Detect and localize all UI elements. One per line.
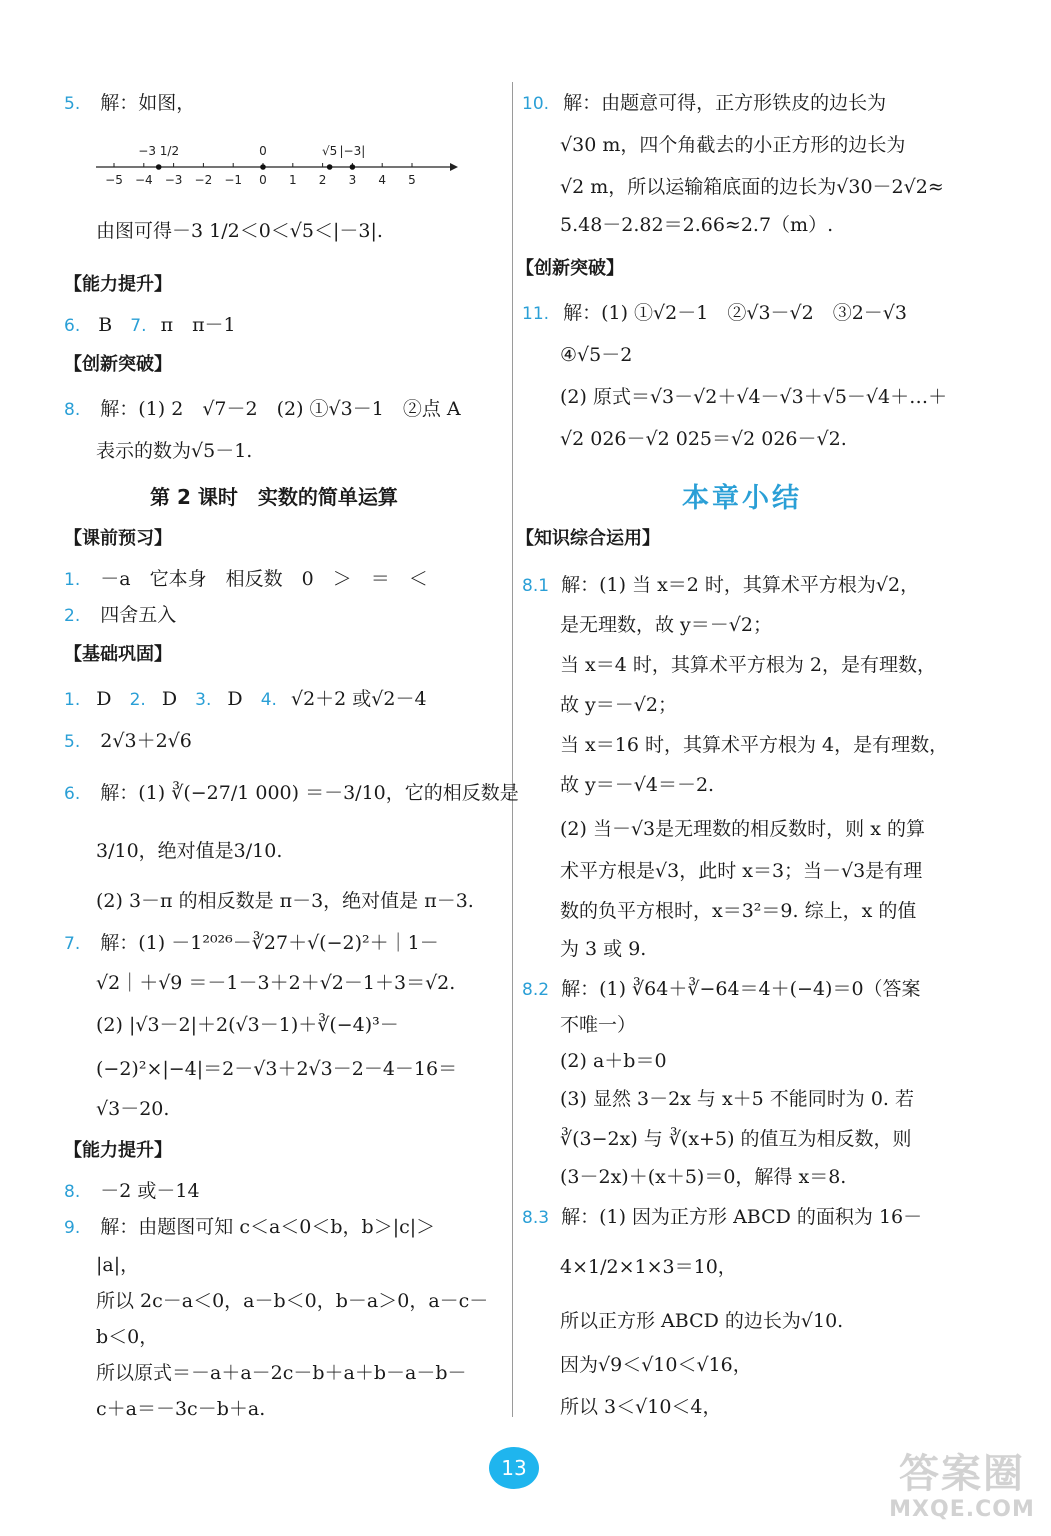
question-8-1-line6: 故 y＝－√4＝－2.	[560, 774, 715, 796]
question-number: 8.3	[522, 1208, 550, 1228]
answer-text: π π－1	[160, 314, 236, 336]
question-text: 解：(1) －1²⁰²⁶－∛27＋√(−2)²＋｜1－	[100, 932, 439, 954]
preview-2	[64, 602, 176, 629]
question-5-conclusion: 由图可得－3 1/2＜0＜√5＜|－3|.	[96, 220, 383, 242]
answer-text: B	[98, 314, 113, 336]
basics-7-line4: (−2)²×|−4|＝2－√3＋2√3－2－4－16＝	[96, 1058, 458, 1080]
question-8-1	[522, 572, 919, 599]
point-marker	[260, 164, 266, 170]
point-label: −3 1/2	[138, 144, 180, 158]
question-8-2-line3: (2) a＋b＝0	[560, 1050, 667, 1072]
question-8-1-line2: 是无理数，故 y＝－√2；	[560, 614, 772, 636]
question-text: 解：由题图可知 c＜a＜0＜b，b＞|c|＞	[100, 1216, 436, 1238]
question-8-1-line9: 数的负平方根时，x＝3²＝9. 综上，x 的值	[560, 900, 917, 922]
watermark-logo	[887, 1451, 1037, 1522]
question-10-line4: 5.48－2.82＝2.66≈2.7（m）.	[560, 214, 834, 236]
section-heading-basics: 【基础巩固】	[64, 644, 172, 665]
basics-7	[64, 930, 439, 957]
page-number: 13	[489, 1447, 539, 1489]
number-line	[92, 130, 462, 198]
basics-6-line3: (2) 3－π 的相反数是 π－3，绝对值是 π－3.	[96, 890, 474, 912]
question-8-1-line10: 为 3 或 9.	[560, 938, 647, 960]
preview-1	[64, 566, 428, 593]
question-text: 解：如图，	[100, 92, 196, 114]
answers-6-7	[64, 312, 236, 339]
number-line-arrow	[450, 163, 458, 171]
question-text: 解：(1) ①√2－1 ②√3－√2 ③2－√3	[563, 302, 908, 324]
question-8-3-line2: 4×1/2×1×3＝10，	[560, 1256, 737, 1278]
lesson-title: 第 2 课时 实数的简单运算	[150, 485, 398, 509]
question-number: 1.	[64, 690, 81, 710]
question-text: 解：(1) 当 x＝2 时，其算术平方根为√2，	[561, 574, 920, 596]
tick-label: 2	[318, 173, 327, 187]
ability-9-line5: 所以原式＝－a＋a－2c－b＋a＋b－a－b－	[96, 1362, 467, 1384]
watermark-url: MXQE.COM	[889, 1497, 1035, 1522]
ability-9	[64, 1214, 435, 1241]
question-8-1-line7: (2) 当－√3是无理数的相反数时，则 x 的算	[560, 818, 925, 840]
question-number: 6.	[64, 316, 81, 336]
basics-6-line2: 3/10，绝对值是3/10.	[96, 840, 283, 862]
tick-label: 0	[259, 173, 267, 187]
point-label: |−3|	[339, 144, 366, 158]
question-number: 11.	[522, 304, 550, 324]
question-number: 7.	[64, 934, 81, 954]
point-marker	[156, 164, 162, 170]
question-8-2-line6: (3－2x)＋(x＋5)＝0，解得 x＝8.	[560, 1166, 847, 1188]
question-11-line4: √2 026－√2 025＝√2 026－√2.	[560, 428, 847, 450]
tick-label: 3	[348, 173, 357, 187]
tick-label: 5	[408, 173, 416, 187]
question-number: 3.	[195, 690, 212, 710]
tick-label: −1	[224, 173, 243, 187]
chapter-summary-title: 本章小结	[682, 483, 802, 514]
question-text: 解：由题意可得，正方形铁皮的边长为	[563, 92, 887, 114]
question-number: 5.	[64, 94, 81, 114]
question-10-line3: √2 m，所以运输箱底面的边长为√30－2√2≈	[560, 176, 944, 198]
question-number: 2.	[64, 606, 81, 626]
question-8-3-line5: 所以 3＜√10＜4，	[560, 1396, 722, 1418]
watermark-text: 答案圈	[899, 1451, 1025, 1497]
section-heading-innovation-right: 【创新突破】	[516, 258, 624, 279]
question-number: 9.	[64, 1218, 81, 1238]
answer-text: －2 或－14	[100, 1180, 200, 1202]
section-heading-innovation: 【创新突破】	[64, 354, 172, 375]
question-number: 6.	[64, 784, 81, 804]
answer-text: D	[227, 688, 243, 710]
point-marker	[327, 164, 333, 170]
question-text: 解：(1) ∛(−27/1 000) ＝－3/10，它的相反数是	[100, 782, 519, 804]
question-8-3-line3: 所以正方形 ABCD 的边长为√10.	[560, 1310, 844, 1332]
tick-label: −2	[194, 173, 213, 187]
basics-1-4	[64, 686, 427, 713]
question-number: 4.	[260, 690, 277, 710]
question-11-line3: (2) 原式＝√3－√2＋√4－√3＋√5－√4＋…＋	[560, 386, 948, 408]
question-text: 解：(1) 2 √7－2 (2) ①√3－1 ②点 A	[100, 398, 461, 420]
question-number: 10.	[522, 94, 550, 114]
question-number: 8.2	[522, 980, 550, 1000]
question-8-2-line4: (3) 显然 3－2x 与 x＋5 不能同时为 0. 若	[560, 1088, 915, 1110]
question-number: 8.1	[522, 576, 550, 596]
question-11	[522, 300, 907, 327]
column-divider	[512, 82, 513, 1417]
question-10-line2: √30 m，四个角截去的小正方形的边长为	[560, 134, 906, 156]
question-8-2-line5: ∛(3−2x) 与 ∛(x+5) 的值互为相反数，则	[560, 1128, 912, 1150]
answer-text: D	[161, 688, 178, 710]
question-8-2-line2: 不唯一）	[560, 1014, 637, 1036]
question-8-1-line4: 故 y＝－√2；	[560, 694, 677, 716]
basics-7-line2: √2｜＋√9 ＝－1－3＋2＋√2－1＋3＝√2.	[96, 972, 456, 994]
basics-6	[64, 780, 519, 807]
question-text: 解：(1) ∛64＋∛−64＝4＋(−4)＝0（答案	[561, 978, 921, 1000]
question-8	[64, 396, 461, 423]
question-5	[64, 90, 195, 117]
question-8-2	[522, 976, 921, 1003]
tick-label: −3	[164, 173, 183, 187]
question-number: 7.	[130, 316, 147, 336]
ability-9-line4: b＜0，	[96, 1326, 159, 1348]
ability-9-line2: |a|，	[96, 1254, 140, 1276]
question-8-1-line8: 术平方根是√3，此时 x＝3；当－√3是有理	[560, 860, 923, 882]
question-8-3-line4: 因为√9＜√10＜√16，	[560, 1354, 752, 1376]
question-number: 8.	[64, 400, 81, 420]
section-heading-knowledge: 【知识综合运用】	[516, 528, 660, 549]
tick-label: 1	[288, 173, 297, 187]
question-text: 解：(1) 因为正方形 ABCD 的面积为 16－	[561, 1206, 923, 1228]
answer-text: D	[96, 688, 112, 710]
question-10	[522, 90, 886, 117]
question-8-1-line3: 当 x＝4 时，其算术平方根为 2，是有理数，	[560, 654, 937, 676]
basics-7-line5: √3－20.	[96, 1098, 170, 1120]
point-label: 0	[259, 144, 267, 158]
point-label: √5	[321, 144, 338, 158]
question-8-1-line5: 当 x＝16 时，其算术平方根为 4，是有理数，	[560, 734, 949, 756]
tick-label: 4	[378, 173, 387, 187]
basics-5	[64, 728, 192, 755]
section-heading-ability: 【能力提升】	[64, 274, 172, 295]
answer-text: 2√3＋2√6	[100, 730, 192, 752]
point-marker	[350, 164, 356, 170]
question-8-line2: 表示的数为√5－1.	[96, 440, 253, 462]
question-number: 1.	[64, 570, 81, 590]
tick-label: −4	[134, 173, 153, 187]
ability-9-line6: c＋a＝－3c－b＋a.	[96, 1398, 266, 1420]
answer-text: －a 它本身 相反数 0 ＞ ＝ ＜	[100, 568, 428, 590]
question-number: 5.	[64, 732, 81, 752]
tick-label: −5	[105, 173, 123, 187]
question-number: 8.	[64, 1182, 81, 1202]
answer-text: √2＋2 或√2－4	[290, 688, 427, 710]
question-number: 2.	[129, 690, 146, 710]
ability-9-line3: 所以 2c－a＜0，a－b＜0，b－a＞0，a－c－	[96, 1290, 489, 1312]
ability-8	[64, 1178, 200, 1205]
section-heading-ability-2: 【能力提升】	[64, 1140, 172, 1161]
basics-7-line3: (2) |√3－2|＋2(√3－1)＋∛(−4)³－	[96, 1014, 399, 1036]
question-11-line2: ④√5－2	[560, 344, 633, 366]
question-8-3	[522, 1204, 922, 1231]
section-heading-preview: 【课前预习】	[64, 528, 172, 549]
answer-text: 四舍五入	[100, 604, 177, 626]
